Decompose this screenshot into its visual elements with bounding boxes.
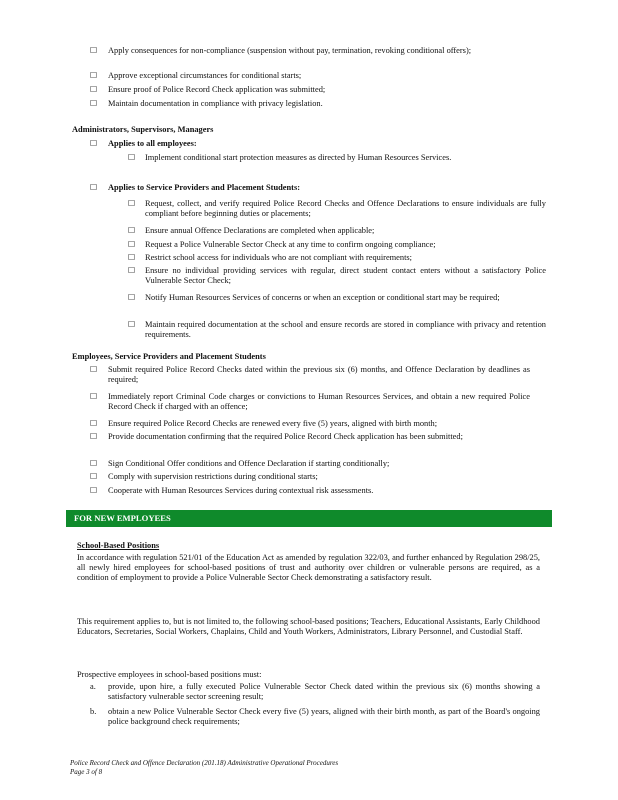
bullet-icon: □ <box>90 458 98 467</box>
list-item: □ Provide documentation confirming that the required Police Record Check application has been submitted; <box>90 431 463 441</box>
list-item: □ Applies to all employees: <box>90 138 197 148</box>
bullet-icon: □ <box>90 98 98 107</box>
bullet-icon: □ <box>128 265 136 274</box>
list-item: □ Approve exceptional circumstances for conditional starts; <box>90 70 302 80</box>
bullet-icon: □ <box>90 391 98 400</box>
paragraph: Prospective employees in school-based positions must: <box>77 670 262 679</box>
list-item: □ Comply with supervision restrictions during conditional starts; <box>90 471 318 481</box>
list-item: □ Submit required Police Record Checks dated within the previous six (6) months, and Offence Declaration by deadlines as required; <box>90 364 530 384</box>
bullet-icon: □ <box>90 485 98 494</box>
section-heading-school-based: School-Based Positions <box>77 541 160 550</box>
paragraph: This requirement applies to, but is not limited to, the following school-based positions; Teachers, Educational Assistants, Early Childhood Educators, Secretaries, Social Workers, Chaplains, Child and Youth Workers, Administrators, Library Personnel, and Custodial Staff. <box>77 617 540 636</box>
list-item: □ Restrict school access for individuals who are not compliant with requirements; <box>128 252 413 262</box>
bullet-icon: □ <box>128 152 136 161</box>
page-number: Page 3 of 8 <box>70 768 103 777</box>
bullet-icon: □ <box>128 239 136 248</box>
list-item: □ Sign Conditional Offer conditions and Offence Declaration if starting conditionally; <box>90 458 390 468</box>
list-label: b. <box>90 707 97 716</box>
bullet-icon: □ <box>90 138 98 147</box>
paragraph: In accordance with regulation 521/01 of the Education Act as amended by regulation 322/03, and further enhanced by Regulation 298/25, all newly hired employees for school-based positions of trust and authority over children or vulnerable persons are required, as a condition of employment to provide a Police Vulnerable Sector Check demonstrating a satisfactory result. <box>77 553 540 582</box>
list-item: b. obtain a new Police Vulnerable Sector Check every five (5) years, aligned with their birth month, as part of the Board's ongoing police background check requirements; <box>90 707 540 726</box>
list-item: □ Implement conditional start protection measures as directed by Human Resources Services. <box>128 152 452 162</box>
list-item: □ Ensure annual Offence Declarations are completed when applicable; <box>128 225 375 235</box>
list-item: □ Ensure no individual providing services with regular, direct student contact enters without a satisfactory Police Vulnerable Sector Check; <box>128 265 546 285</box>
bullet-icon: □ <box>128 198 136 207</box>
list-item: □ Notify Human Resources Services of concerns or when an exception or conditional start may be required; <box>128 292 500 302</box>
bullet-icon: □ <box>128 319 136 328</box>
bullet-icon: □ <box>90 84 98 93</box>
list-item: □ Request a Police Vulnerable Sector Check at any time to confirm ongoing compliance; <box>128 239 436 249</box>
bullet-icon: □ <box>90 471 98 480</box>
bullet-icon: □ <box>90 431 98 440</box>
list-item: □ Applies to Service Providers and Placement Students: <box>90 182 300 192</box>
bullet-icon: □ <box>128 252 136 261</box>
bullet-icon: □ <box>90 45 98 54</box>
footer-title: Police Record Check and Offence Declaration (201.18) Administrative Operational Procedures <box>70 759 339 767</box>
list-label: a. <box>90 682 96 691</box>
bullet-icon: □ <box>90 364 98 373</box>
bullet-icon: □ <box>90 182 98 191</box>
page-footer <box>70 759 338 778</box>
section-banner: FOR NEW EMPLOYEES <box>66 510 552 527</box>
list-item: □ Maintain required documentation at the school and ensure records are stored in compliance with privacy and retention requirements. <box>128 319 546 339</box>
list-item: □ Ensure required Police Record Checks are renewed every five (5) years, aligned with birth month; <box>90 418 438 428</box>
list-item: □ Request, collect, and verify required Police Record Checks and Offence Declarations to ensure individuals are fully compliant before beginning duties or placements; <box>128 198 546 218</box>
list-item: □ Immediately report Criminal Code charges or convictions to Human Resources Services, and obtain a new required Police Record Check if charged with an offence; <box>90 391 530 411</box>
bullet-icon: □ <box>128 225 136 234</box>
list-item: □ Ensure proof of Police Record Check application was submitted; <box>90 84 326 94</box>
bullet-icon: □ <box>128 292 136 301</box>
bullet-icon: □ <box>90 70 98 79</box>
bullet-icon: □ <box>90 418 98 427</box>
section-heading-administrators: Administrators, Supervisors, Managers <box>72 125 214 134</box>
section-heading-employees: Employees, Service Providers and Placement Students <box>72 352 266 361</box>
list-item: □ Cooperate with Human Resources Services during contextual risk assessments. <box>90 485 374 495</box>
list-item: a. provide, upon hire, a fully executed Police Vulnerable Sector Check dated within the previous six (6) months showing a satisfactory vulnerable sector screening result; <box>90 682 540 701</box>
list-item: □ Maintain documentation in compliance with privacy legislation. <box>90 98 323 108</box>
list-item: □ Apply consequences for non-compliance (suspension without pay, termination, revoking conditional offers); <box>90 45 472 55</box>
